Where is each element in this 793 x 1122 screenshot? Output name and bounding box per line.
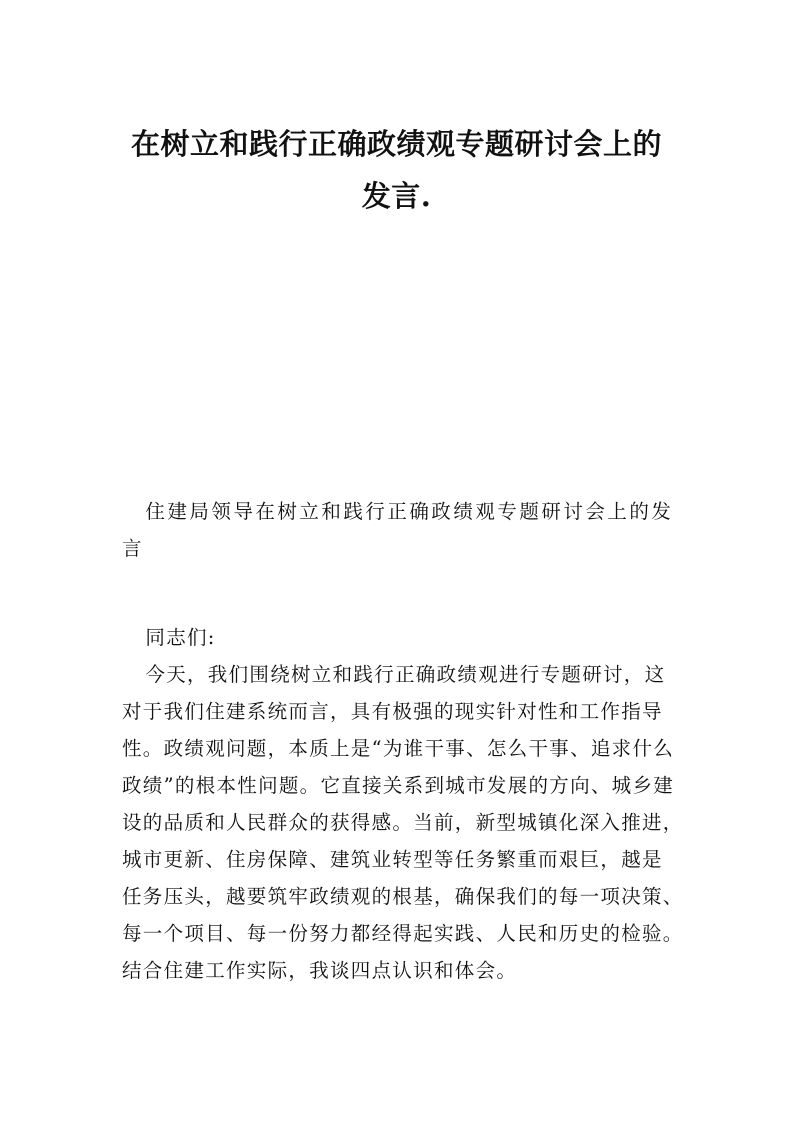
- paragraph-line: 城市更新、住房保障、建筑业转型等任务繁重而艰巨，越是: [122, 848, 663, 871]
- paragraph-line: 政绩”的根本性问题。它直接关系到城市发展的方向、城乡建: [122, 774, 675, 797]
- greeting-text: 同志们:: [145, 626, 216, 649]
- paragraph-line: 任务压头，越要筑牢政绩观的根基，确保我们的每一项决策、: [122, 885, 684, 908]
- greeting: [122, 619, 675, 656]
- opening-paragraph: [122, 656, 684, 989]
- subtitle-line-1: 住建局领导在树立和践行正确政绩观专题研讨会上的发: [145, 500, 674, 523]
- paragraph-line: 结合住建工作实际，我谈四点认识和体会。: [122, 959, 518, 982]
- document-title: [100, 118, 693, 222]
- paragraph-line: 对于我们住建系统而言，具有极强的现实针对性和工作指导: [122, 700, 663, 723]
- paragraph-line: 设的品质和人民群众的获得感。当前，新型城镇化深入推进，: [122, 811, 684, 834]
- paragraph-line: 性。政绩观问题，本质上是“为谁干事、怎么干事、追求什么: [122, 737, 675, 760]
- title-line-1: 在树立和践行正确政绩观专题研讨会上的: [130, 127, 662, 161]
- paragraph-line: 每一个项目、每一份努力都经得起实践、人民和历史的检验。: [122, 922, 684, 945]
- speech-subtitle: [122, 493, 675, 567]
- paragraph-line: 今天，我们围绕树立和践行正确政绩观进行专题研讨，这: [145, 663, 666, 686]
- title-line-2: 发言.: [361, 179, 432, 213]
- subtitle-line-2: 言: [122, 537, 145, 560]
